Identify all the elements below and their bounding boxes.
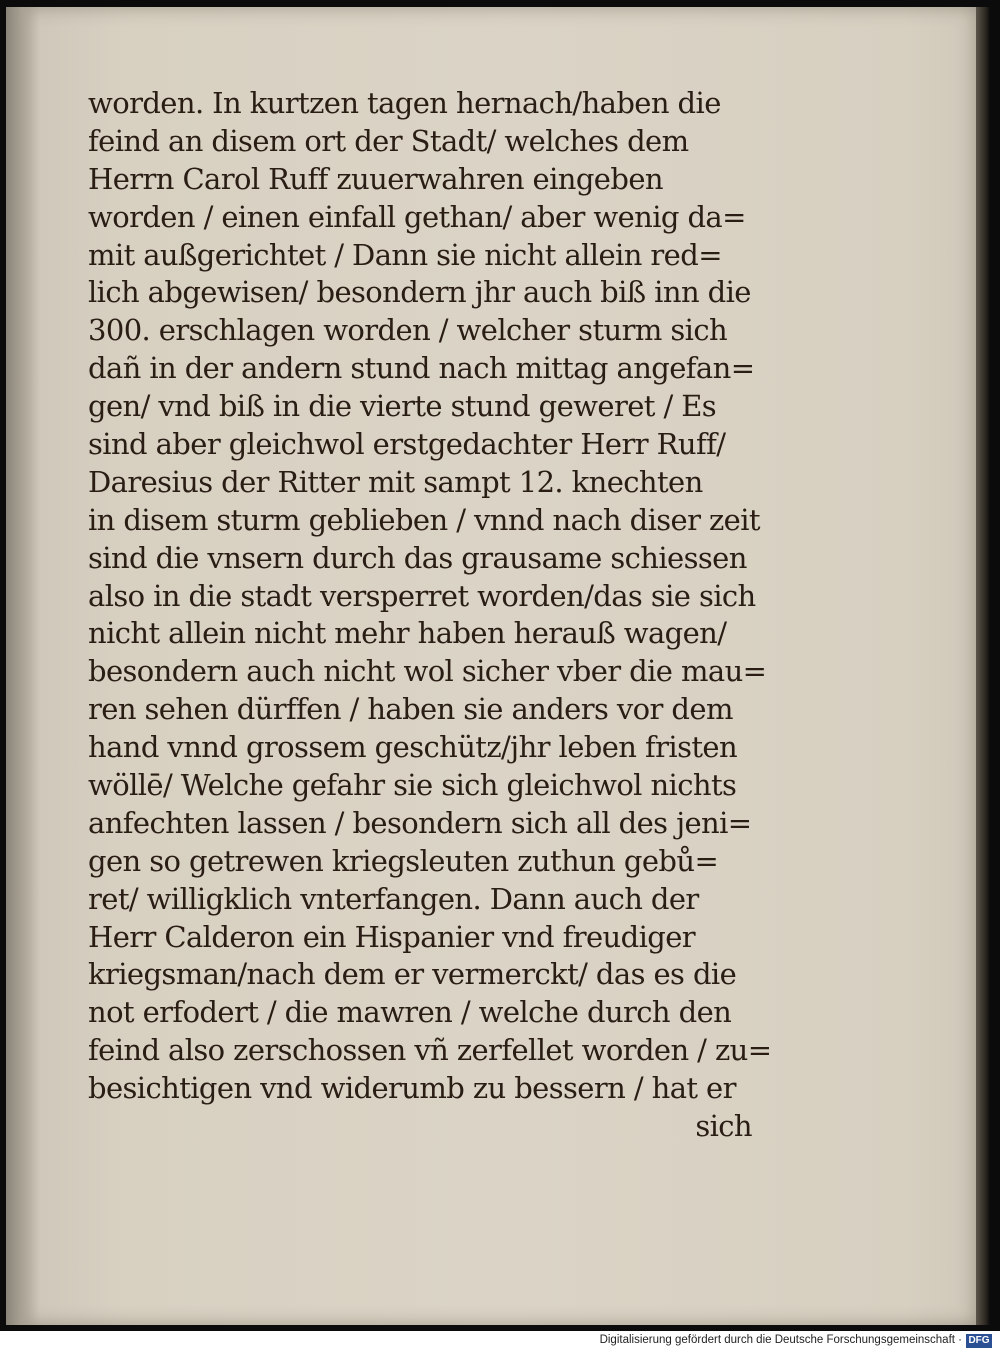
catchword: sich <box>695 1109 752 1144</box>
page-gutter-shadow <box>6 7 40 1325</box>
text-line: ren sehen dürffen / haben sie anders vor dem <box>88 692 733 727</box>
book-page <box>6 7 976 1325</box>
page-edge <box>976 7 990 1325</box>
text-line: in disem sturm geblieben / vnnd nach diser zeit <box>88 502 760 537</box>
text-line: worden. In kurtzen tagen hernach/haben die <box>88 86 721 120</box>
text-line: nicht allein nicht mehr haben herauß wagen/ <box>88 616 727 651</box>
text-line: Herrn Carol Ruff zuuerwahren eingeben <box>88 161 663 196</box>
text-line: anfechten lassen / besondern sich all des jeni= <box>88 805 752 840</box>
text-line: besichtigen vnd widerumb zu bessern / hat er <box>88 1071 736 1106</box>
text-line: mit außgerichtet / Dann sie nicht allein red= <box>88 237 722 272</box>
text-line: 300. erschlagen worden / welcher sturm sich <box>88 313 728 348</box>
text-line: wöllē/ Welche gefahr sie sich gleichwol nichts <box>88 768 737 803</box>
text-line: besondern auch nicht wol sicher vber die mau= <box>88 654 767 689</box>
funding-credit: Digitalisierung gefördert durch die Deutsche Forschungsgemeinschaft · <box>599 1334 962 1346</box>
text-line: Daresius der Ritter mit sampt 12. knechten <box>88 464 703 499</box>
text-line: Herr Calderon ein Hispanier vnd freudiger <box>88 919 696 954</box>
text-line: hand vnnd grossem geschütz/jhr leben fristen <box>88 730 738 765</box>
text-line: not erfodert / die mawren / welche durch den <box>88 995 732 1030</box>
text-line: gen so getrewen kriegsleuten zuthun gebů= <box>88 843 719 878</box>
text-line: feind also zerschossen vñ zerfellet worden / zu= <box>88 1033 772 1068</box>
dfg-logo-icon: DFG <box>966 1334 992 1348</box>
footer-bar <box>0 1331 1000 1351</box>
page-text-block <box>88 85 772 1146</box>
text-line: ret/ willigklich vnterfangen. Dann auch der <box>88 881 699 916</box>
text-line: sind die vnsern durch das grausame schiessen <box>88 540 747 575</box>
text-line: also in die stadt versperret worden/das sie sich <box>88 578 756 613</box>
text-line: lich abgewisen/ besondern jhr auch biß inn die <box>88 275 751 310</box>
text-line: gen/ vnd biß in die vierte stund geweret / Es <box>88 389 717 424</box>
text-line: kriegsman/nach dem er vermerckt/ das es die <box>88 957 737 992</box>
text-line: worden / einen einfall gethan/ aber wenig da= <box>88 199 746 234</box>
text-line: feind an disem ort der Stadt/ welches dem <box>88 123 689 158</box>
text-line: dañ in der andern stund nach mittag angefan= <box>88 351 755 386</box>
text-line: sind aber gleichwol erstgedachter Herr Ruff/ <box>88 427 726 462</box>
